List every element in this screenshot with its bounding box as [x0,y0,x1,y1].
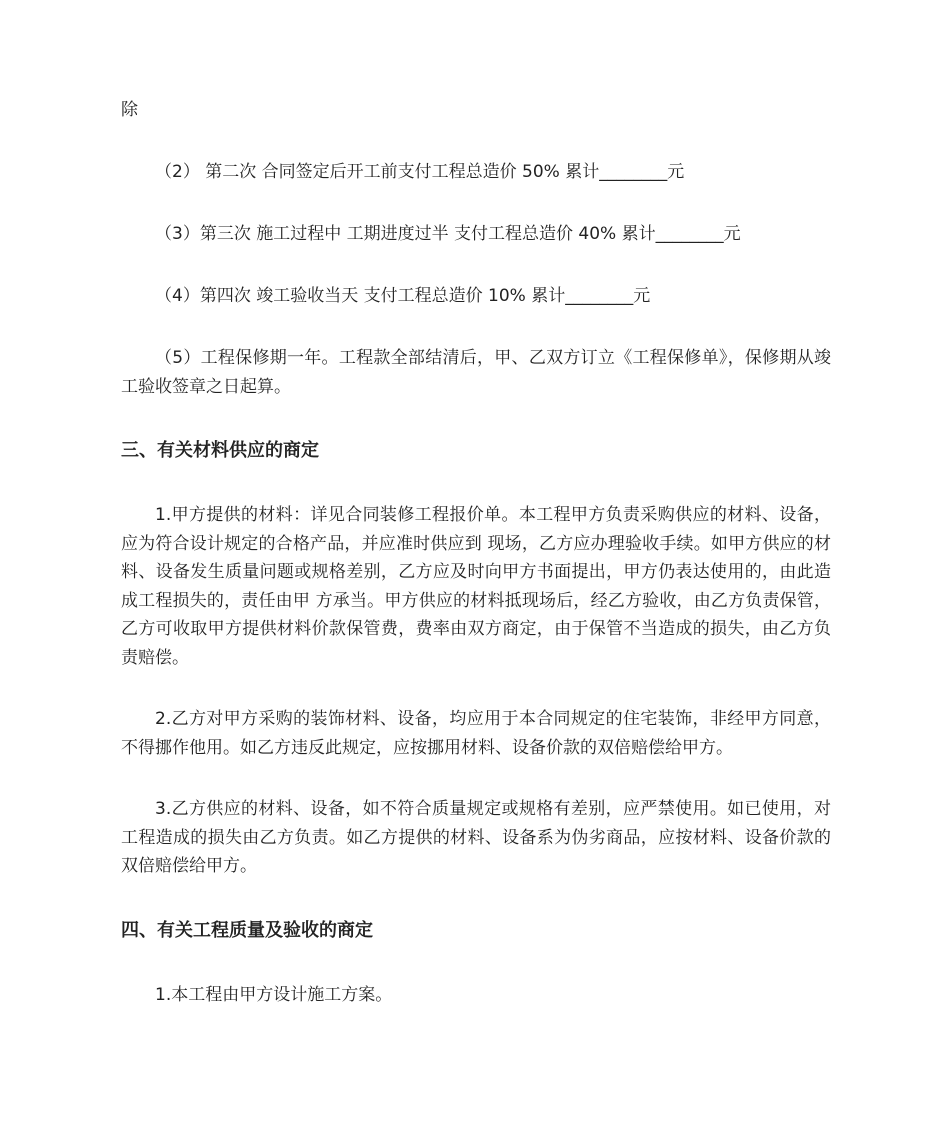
payment-item-2: （2） 第二次 合同签定后开工前支付工程总造价 50% 累计________元 [155,162,685,182]
payment-item-3: （3）第三次 施工过程中 工期进度过半 支付工程总造价 40% 累计________元 [155,224,741,244]
payment-item-4: （4）第四次 竣工验收当天 支付工程总造价 10% 累计________元 [155,286,651,306]
section-3-item-3: 3.乙方供应的材料、设备，如不符合质量规定或规格有差别，应严禁使用。如已使用，对工程造成的损失由乙方负责。如乙方提供的材料、设备系为伪劣商品，应按材料、设备价款的双倍赔偿给甲方。 [121,799,831,876]
payment-item-5: （5）工程保修期一年。工程款全部结清后，甲、乙双方订立《工程保修单》，保修期从竣工验收签章之日起算。 [121,348,831,397]
section-3-item-2: 2.乙方对甲方采购的装饰材料、设备，均应用于本合同规定的住宅装饰，非经甲方同意，不得挪作他用。如乙方违反此规定，应按挪用材料、设备价款的双倍赔偿给甲方。 [121,709,831,758]
section-3-item-1: 1.甲方提供的材料：详见合同装修工程报价单。本工程甲方负责采购供应的材料、设备，应为符合设计规定的合格产品，并应准时供应到 现场，乙方应办理验收手续。如甲方供应的材料、设备发生质量问题或规格差别，乙方应及时向甲方书面提出，甲方仍表达使用的，由此造成工程损失的，责任由甲 方承当。甲方供应的材料抵现场后，经乙方验收，由乙方负责保管，乙方可收取甲方提供材料价款保管费，费率由双方商定，由于保管不当造成的损失，由乙方负责赔偿。 [121,505,831,668]
fragment-text: 除 [121,100,138,120]
section-3-heading: 三、有关材料供应的商定 [121,440,319,461]
section-4-heading: 四、有关工程质量及验收的商定 [121,920,373,941]
section-4-item-1: 1.本工程由甲方设计施工方案。 [155,985,393,1005]
